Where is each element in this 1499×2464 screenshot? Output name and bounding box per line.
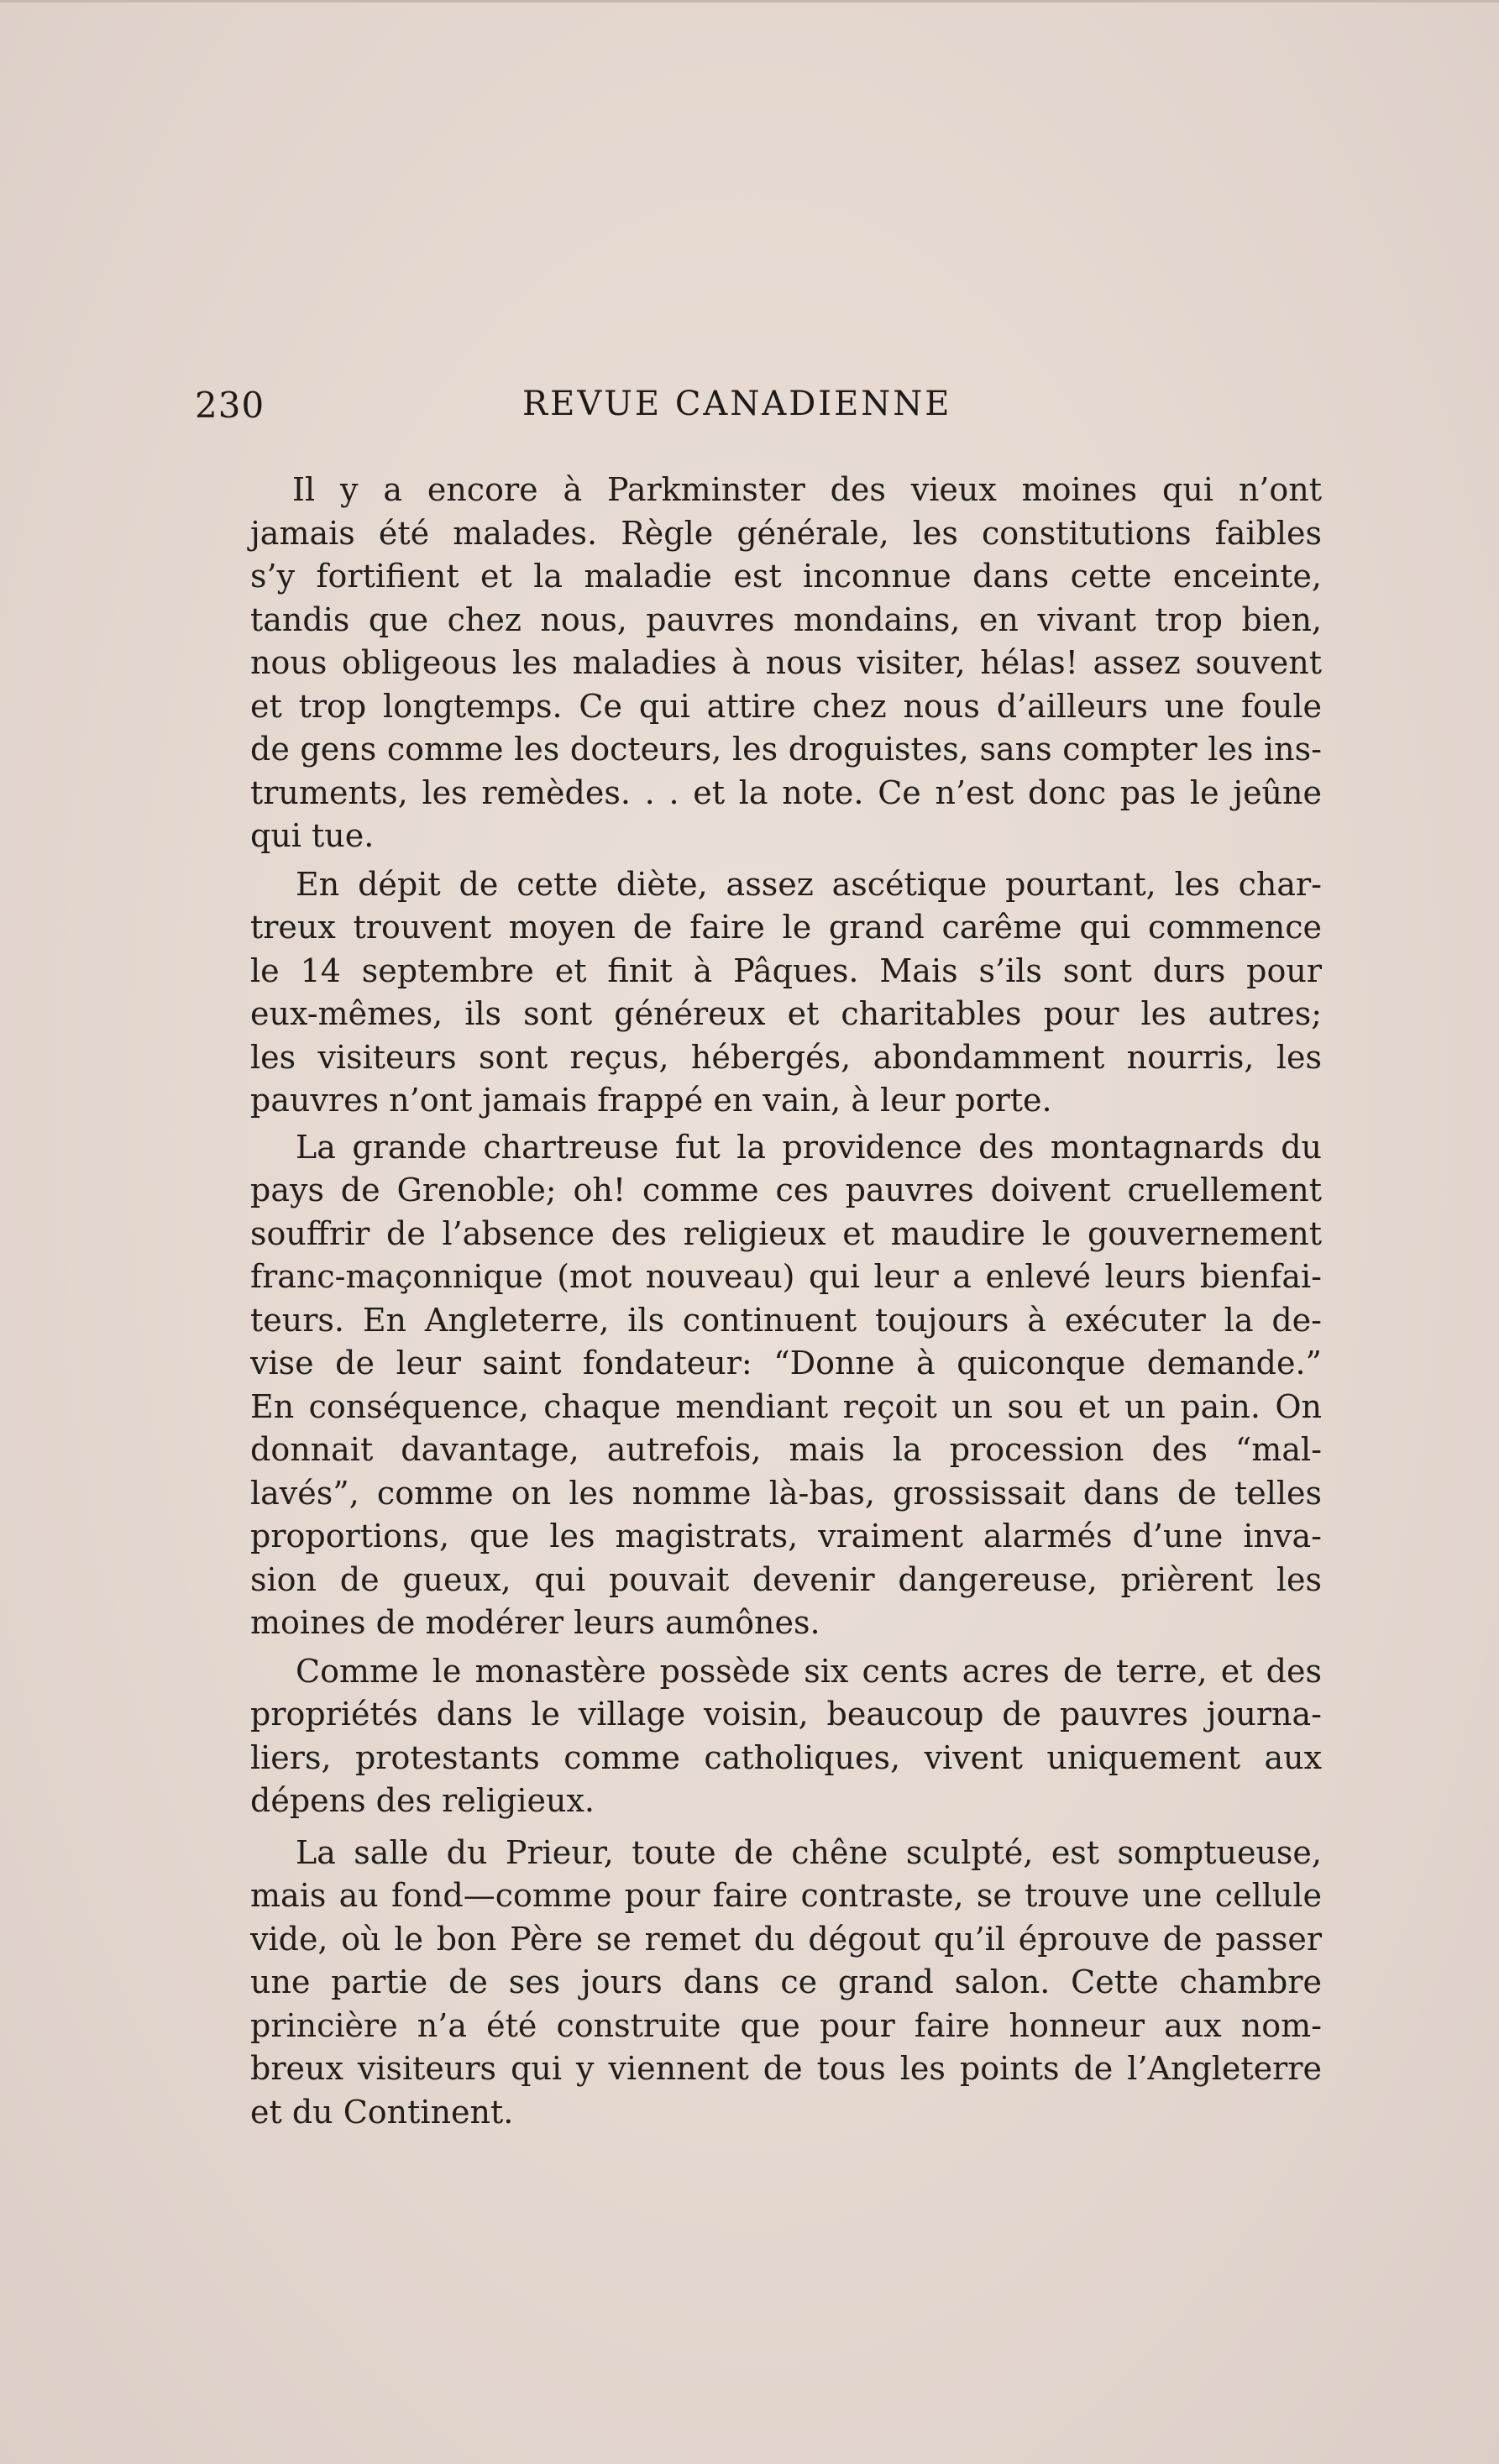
paragraph (205, 1650, 1322, 1823)
text-line: En dépit de cette diète, assez ascétique pourtant, les char- (296, 865, 1322, 903)
text-line: La grande chartreuse fut la providence des montagnards du (296, 1128, 1322, 1166)
text-line: pays de Grenoble; oh! comme ces pauvres doivent cruellement (250, 1172, 1322, 1208)
text-line: pauvres n’ont jamais frappé en vain, à leur porte. (250, 1082, 1052, 1119)
text-line: nous obligeous les maladies à nous visiter, hélas! assez souvent (250, 644, 1322, 681)
text-line: princière n’a été construite que pour faire honneur aux nom- (250, 2006, 1322, 2044)
text-line: La salle du Prieur, toute de chêne sculpté, est somptueuse, (296, 1833, 1322, 1871)
paragraph (205, 863, 1322, 1123)
text-line: vise de leur saint fondateur: “Donne à quiconque demande.” (250, 1345, 1322, 1381)
text-line: le 14 septembre et finit à Pâques. Mais s’ils sont durs pour (250, 952, 1322, 989)
running-title: REVUE CANADIENNE (522, 385, 952, 423)
paragraph (205, 469, 1322, 858)
text-line: truments, les remèdes. . . et la note. Ce n’est donc pas le jeûne (250, 773, 1322, 811)
text-line: moines de modérer leurs aumônes. (250, 1604, 820, 1641)
text-line: souffrir de l’absence des religieux et maudire le gouvernement (250, 1214, 1322, 1252)
top-edge-rule (0, 0, 1499, 3)
text-line: En conséquence, chaque mendiant reçoit un sou et un pain. On (250, 1387, 1322, 1425)
page-header (195, 370, 1312, 428)
text-line: treux trouvent moyen de faire le grand carême qui commence (250, 909, 1322, 946)
text-line: et du Continent. (250, 2093, 514, 2131)
text-line: qui tue. (250, 817, 375, 854)
text-line: vide, où le bon Père se remet du dégout qu’il éprouve de passer (250, 1920, 1322, 1958)
paragraph (205, 1126, 1322, 1645)
text-line: tandis que chez nous, pauvres mondains, en vivant trop bien, (250, 600, 1322, 638)
text-line: Comme le monastère possède six cents acres de terre, et des (296, 1652, 1322, 1690)
text-line: mais au fond—comme pour faire contraste, se trouve une cellule (250, 1877, 1322, 1914)
text-line: franc-maçonnique (mot nouveau) qui leur a enlevé leurs bienfai- (250, 1258, 1322, 1295)
text-line: lavés”, comme on les nomme là-bas, grossissait dans de telles (250, 1474, 1322, 1512)
text-line: liers, protestants comme catholiques, vivent uniquement aux (250, 1738, 1322, 1776)
text-line: les visiteurs sont reçus, hébergés, abondamment nourris, les (250, 1038, 1322, 1076)
text-line: propriétés dans le village voisin, beaucoup de pauvres journa- (250, 1696, 1322, 1733)
text-line: jamais été malades. Règle générale, les constitutions faibles (250, 514, 1322, 552)
page-number: 230 (195, 385, 265, 426)
text-line: Il y a encore à Parkminster des vieux moines qui n’ont (292, 471, 1322, 508)
text-line: dépens des religieux. (250, 1782, 595, 1819)
text-line: teurs. En Angleterre, ils continuent toujours à exécuter la de- (250, 1301, 1322, 1339)
paragraph (205, 1832, 1322, 2135)
text-line: et trop longtemps. Ce qui attire chez nous d’ailleurs une foule (250, 687, 1322, 725)
text-line: s’y fortifient et la maladie est inconnue dans cette enceinte, (250, 558, 1322, 595)
text-line: sion de gueux, qui pouvait devenir dangereuse, prièrent les (250, 1560, 1322, 1598)
text-line: donnait davantage, autrefois, mais la procession des “mal- (250, 1431, 1322, 1468)
text-line: eux-mêmes, ils sont généreux et charitables pour les autres; (250, 995, 1322, 1032)
text-line: une partie de ses jours dans ce grand salon. Cette chambre (250, 1963, 1322, 2000)
text-line: proportions, que les magistrats, vraiment alarmés d’une inva- (250, 1518, 1322, 1554)
body-text (205, 469, 1322, 2134)
text-line: breux visiteurs qui y viennent de tous les points de l’Angleterre (250, 2050, 1322, 2087)
text-line: de gens comme les docteurs, les droguistes, sans compter les ins- (250, 731, 1322, 768)
